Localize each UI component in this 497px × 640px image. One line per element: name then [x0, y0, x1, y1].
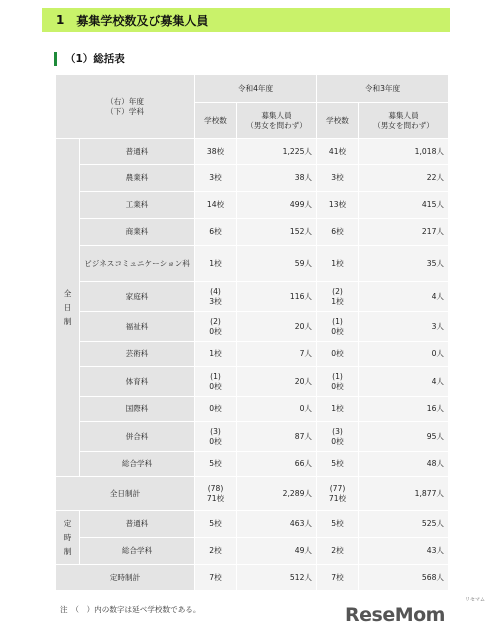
school-count-extended: (78) — [207, 483, 224, 493]
table-row — [56, 219, 449, 246]
capacity-label: 募集人員 — [388, 110, 419, 120]
capacity-cell: 499人 — [237, 192, 317, 219]
resemom-logo — [345, 597, 487, 630]
department-label: 工業科 — [80, 192, 195, 219]
school-count-cell: 38校 — [195, 139, 237, 165]
school-count-cell: 1校 — [317, 397, 359, 422]
department-label: 家庭科 — [80, 282, 195, 312]
school-count: 0校 — [331, 436, 344, 446]
school-count: 71校 — [328, 493, 347, 503]
school-count-cell: 41校 — [317, 139, 359, 165]
capacity-cell: 66人 — [237, 452, 317, 477]
section-number: 1 — [56, 13, 65, 27]
school-count-cell — [317, 477, 359, 511]
school-count-cell — [195, 312, 237, 342]
capacity-sublabel: （男女を問わず） — [373, 120, 434, 130]
capacity-cell: 116人 — [237, 282, 317, 312]
school-count-cell: 0校 — [195, 397, 237, 422]
school-count-cell: 7校 — [317, 565, 359, 591]
capacity-cell: 43人 — [359, 538, 449, 565]
capacity-cell: 415人 — [359, 192, 449, 219]
school-count-extended: (1) — [332, 316, 343, 326]
school-count-extended: (4) — [210, 286, 221, 296]
capacity-cell: 152人 — [237, 219, 317, 246]
corner-line-1: （右）年度 — [106, 96, 144, 106]
section-title: 募集学校数及び募集人員 — [76, 13, 209, 28]
school-count-cell — [317, 282, 359, 312]
capacity-cell: 1,877人 — [359, 477, 449, 511]
col-schools-b: 学校数 — [317, 103, 359, 139]
corner-line-2: （下）学科 — [106, 106, 144, 116]
year-header-b: 令和3年度 — [317, 75, 449, 103]
capacity-cell: 20人 — [237, 312, 317, 342]
school-count-cell — [317, 367, 359, 397]
col-schools-a: 学校数 — [195, 103, 237, 139]
school-count-cell — [195, 422, 237, 452]
school-count-cell: 5校 — [317, 511, 359, 538]
table-row — [56, 312, 449, 342]
school-count-extended: (2) — [210, 316, 221, 326]
section-heading — [42, 8, 450, 32]
capacity-cell: 38人 — [237, 165, 317, 192]
col-capacity-b — [359, 103, 449, 139]
capacity-cell: 49人 — [237, 538, 317, 565]
department-label: 体育科 — [80, 367, 195, 397]
school-count: 0校 — [331, 381, 344, 391]
capacity-cell: 463人 — [237, 511, 317, 538]
capacity-cell: 95人 — [359, 422, 449, 452]
school-count-cell: 13校 — [317, 192, 359, 219]
capacity-cell: 0人 — [359, 342, 449, 367]
school-count-cell — [195, 282, 237, 312]
department-label: 商業科 — [80, 219, 195, 246]
course-group-label: 全 日 制 — [56, 139, 80, 477]
school-count-cell: 2校 — [195, 538, 237, 565]
school-count-extended: (3) — [332, 426, 343, 436]
school-count: 0校 — [209, 381, 222, 391]
capacity-cell: 48人 — [359, 452, 449, 477]
summary-table — [55, 74, 449, 591]
table-row — [56, 192, 449, 219]
table-row — [56, 397, 449, 422]
school-count-cell: 1校 — [195, 246, 237, 282]
school-count-cell: 5校 — [317, 452, 359, 477]
school-count: 0校 — [209, 326, 222, 336]
capacity-cell: 2,289人 — [237, 477, 317, 511]
year-header-a: 令和4年度 — [195, 75, 317, 103]
capacity-cell: 35人 — [359, 246, 449, 282]
capacity-cell: 87人 — [237, 422, 317, 452]
table-row — [56, 511, 449, 538]
department-label: 農業科 — [80, 165, 195, 192]
table-row — [56, 367, 449, 397]
school-count-cell — [195, 477, 237, 511]
school-count: 0校 — [331, 326, 344, 336]
school-count-cell: 5校 — [195, 511, 237, 538]
school-count-cell: 2校 — [317, 538, 359, 565]
school-count-cell — [195, 367, 237, 397]
total-label: 定時制計 — [56, 565, 195, 591]
department-label: 福祉科 — [80, 312, 195, 342]
total-label: 全日制計 — [56, 477, 195, 511]
footnote: 注 （ ）内の数字は延べ学校数である。 — [60, 605, 201, 614]
school-count-cell: 0校 — [317, 342, 359, 367]
school-count-extended: (77) — [329, 483, 346, 493]
school-count-extended: (1) — [332, 371, 343, 381]
school-count-cell: 1校 — [195, 342, 237, 367]
capacity-cell: 4人 — [359, 282, 449, 312]
capacity-cell: 217人 — [359, 219, 449, 246]
department-label: 国際科 — [80, 397, 195, 422]
school-count-cell — [317, 422, 359, 452]
department-label: 芸術科 — [80, 342, 195, 367]
capacity-label: 募集人員 — [261, 110, 292, 120]
course-group-label: 定 時 制 — [56, 511, 80, 565]
total-row — [56, 477, 449, 511]
capacity-cell: 525人 — [359, 511, 449, 538]
school-count-extended: (2) — [332, 286, 343, 296]
school-count: 1校 — [331, 296, 344, 306]
capacity-cell: 4人 — [359, 367, 449, 397]
capacity-cell: 7人 — [237, 342, 317, 367]
school-count-cell: 14校 — [195, 192, 237, 219]
department-label: 総合学科 — [80, 452, 195, 477]
school-count-cell: 6校 — [317, 219, 359, 246]
school-count-extended: (1) — [210, 371, 221, 381]
capacity-cell: 22人 — [359, 165, 449, 192]
school-count-cell: 3校 — [317, 165, 359, 192]
school-count-cell: 1校 — [317, 246, 359, 282]
school-count: 71校 — [206, 493, 225, 503]
school-count-cell: 6校 — [195, 219, 237, 246]
capacity-cell: 1,018人 — [359, 139, 449, 165]
department-label: ビジネスコミュニケーション科 — [80, 246, 195, 282]
table-row — [56, 538, 449, 565]
department-label: 普通科 — [80, 511, 195, 538]
department-label: 総合学科 — [80, 538, 195, 565]
col-capacity-a — [237, 103, 317, 139]
logo-text: ReseMom — [345, 604, 445, 626]
capacity-sublabel: （男女を問わず） — [246, 120, 307, 130]
school-count: 3校 — [209, 296, 222, 306]
sub-heading: （1）総括表 — [54, 52, 125, 66]
total-row — [56, 565, 449, 591]
logo-small-text: リセマム — [465, 597, 485, 603]
corner-header — [56, 75, 195, 139]
capacity-cell: 568人 — [359, 565, 449, 591]
school-count: 0校 — [209, 436, 222, 446]
capacity-cell: 512人 — [237, 565, 317, 591]
school-count-cell: 3校 — [195, 165, 237, 192]
department-label: 普通科 — [80, 139, 195, 165]
table-row — [56, 452, 449, 477]
table-row — [56, 282, 449, 312]
school-count-extended: (3) — [210, 426, 221, 436]
table-row — [56, 342, 449, 367]
school-count-cell: 5校 — [195, 452, 237, 477]
capacity-cell: 3人 — [359, 312, 449, 342]
table-row — [56, 246, 449, 282]
department-label: 併合科 — [80, 422, 195, 452]
table-row — [56, 139, 449, 165]
table-row — [56, 422, 449, 452]
table-row — [56, 165, 449, 192]
capacity-cell: 0人 — [237, 397, 317, 422]
school-count-cell: 7校 — [195, 565, 237, 591]
capacity-cell: 1,225人 — [237, 139, 317, 165]
capacity-cell: 20人 — [237, 367, 317, 397]
capacity-cell: 16人 — [359, 397, 449, 422]
capacity-cell: 59人 — [237, 246, 317, 282]
school-count-cell — [317, 312, 359, 342]
